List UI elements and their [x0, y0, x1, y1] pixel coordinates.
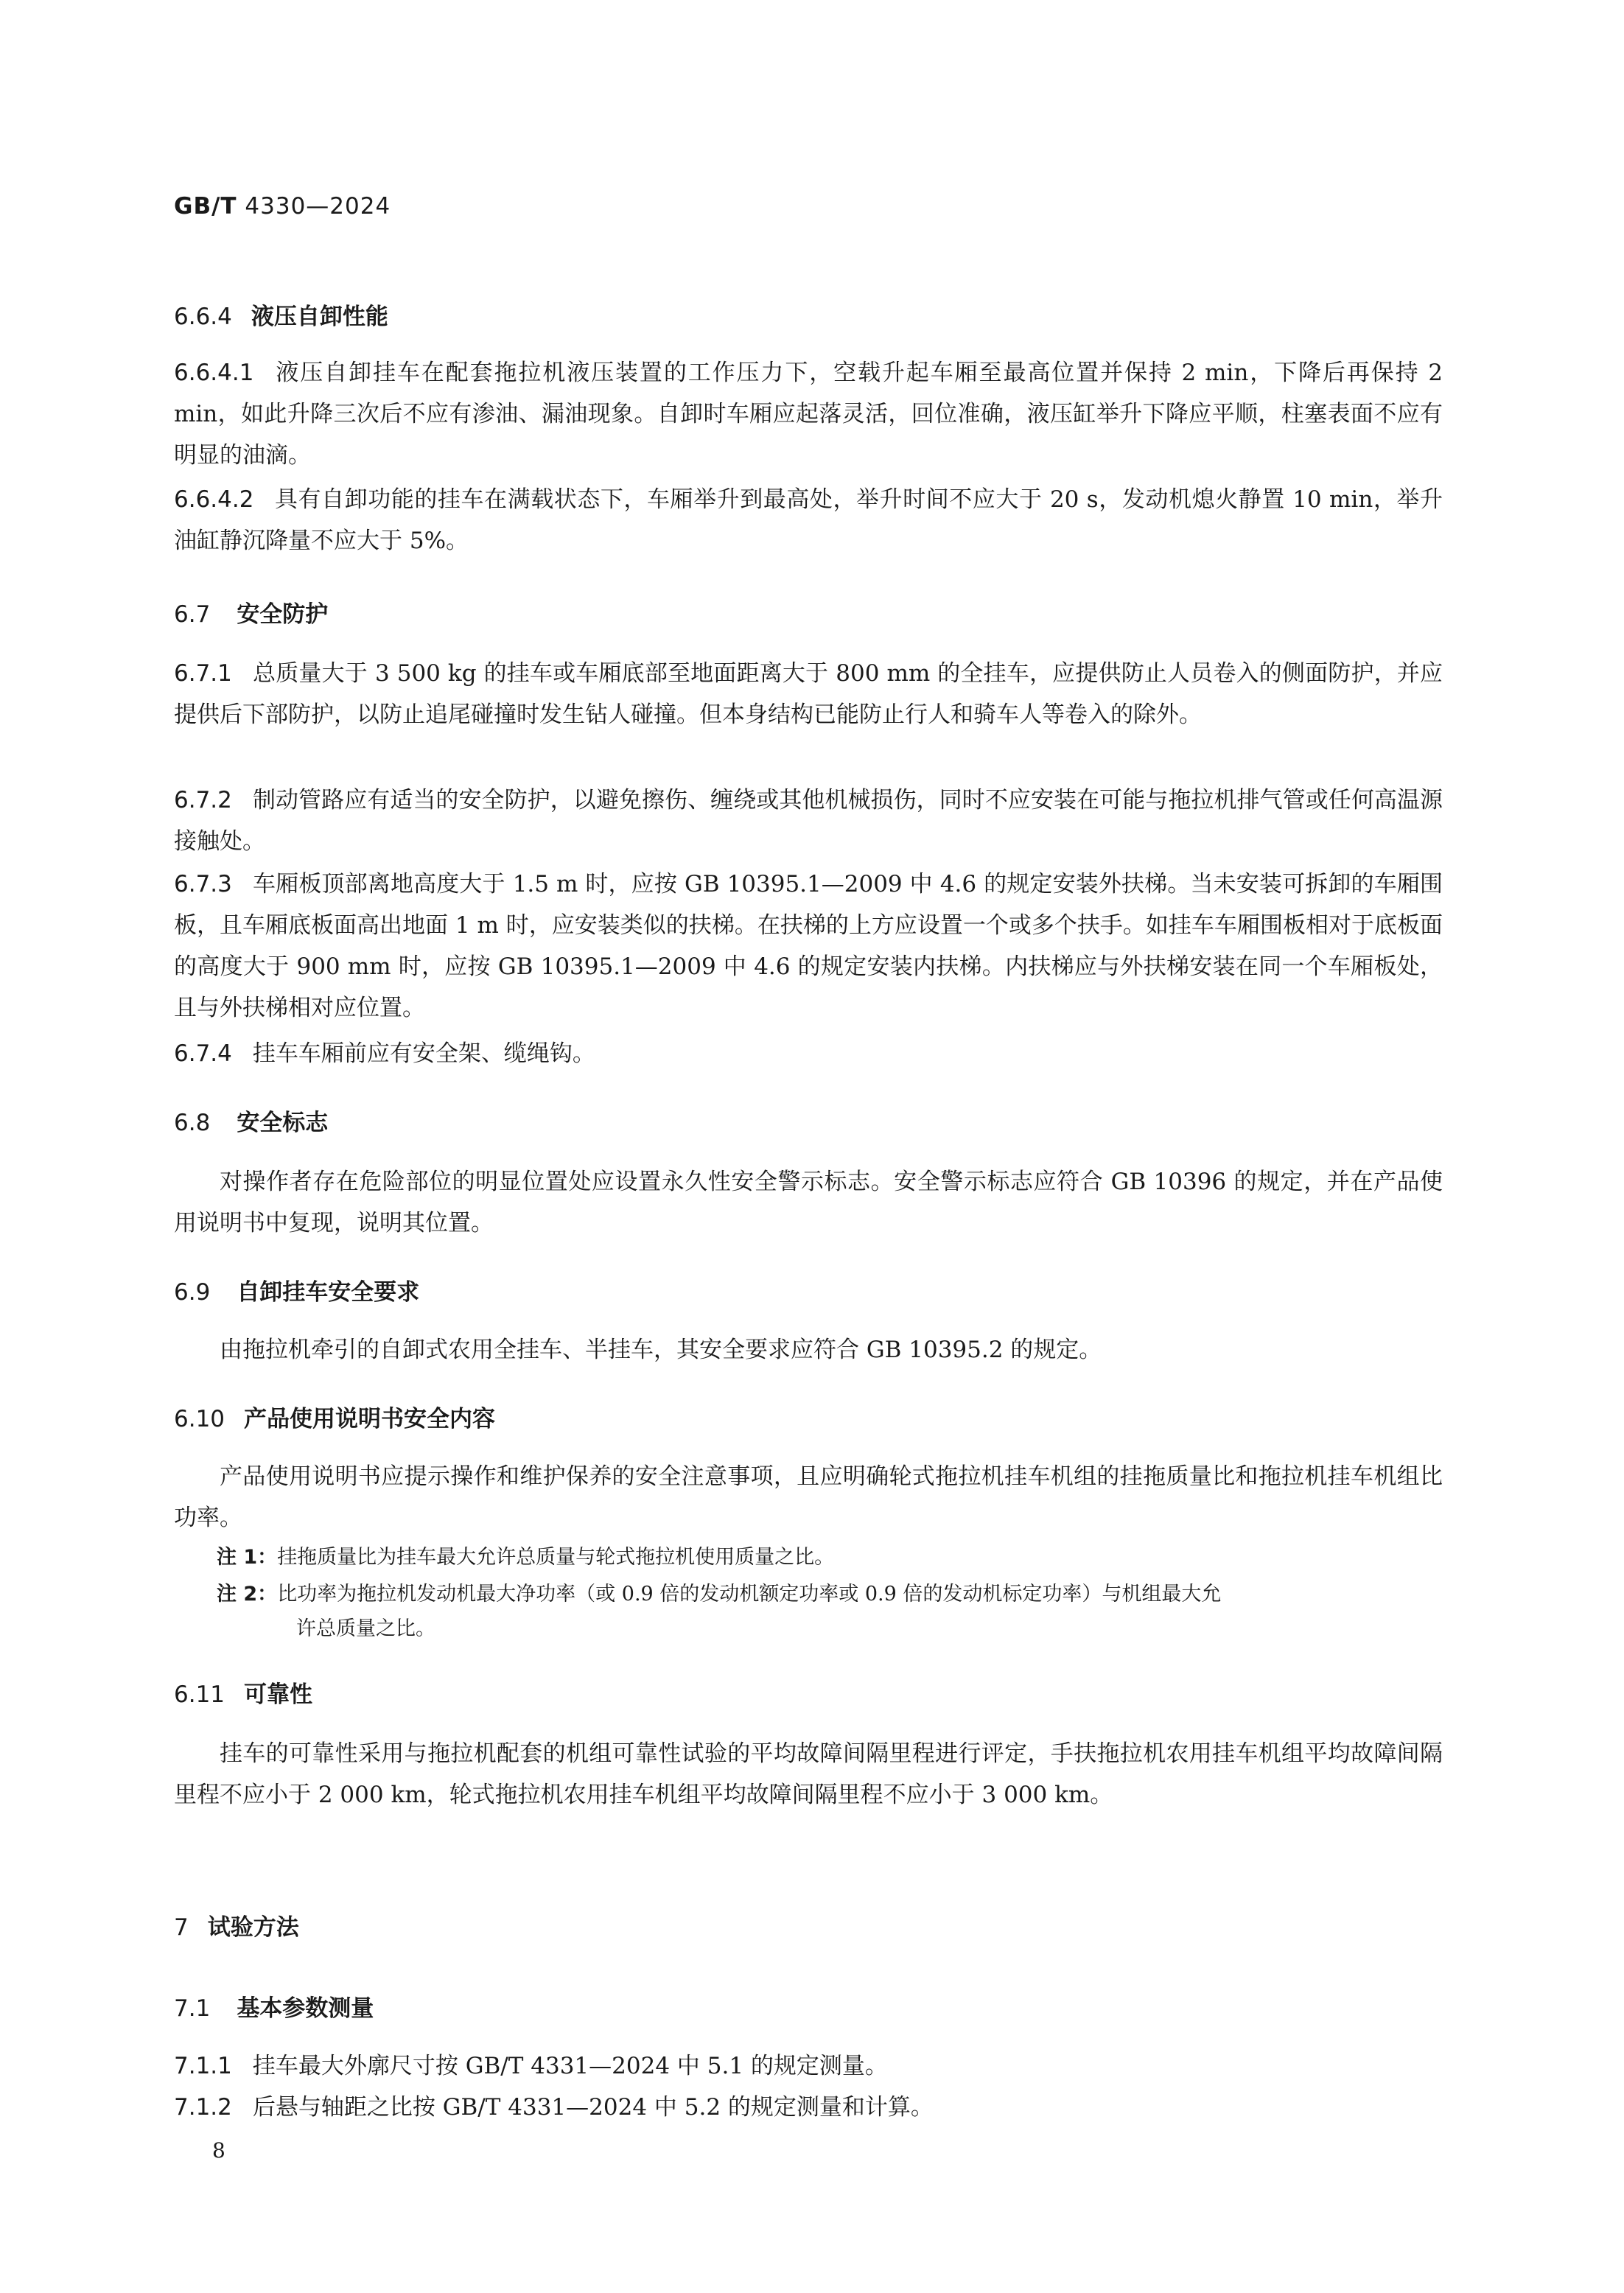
paragraph-6-8: 对操作者存在危险部位的明显位置处应设置永久性安全警示标志。安全警示标志应符合 GB 10396 的规定，并在产品使用说明书中复现，说明其位置。 — [174, 1169, 1443, 1236]
clause-7-1-2: 7.1.2 后悬与轴距之比按 GB/T 4331—2024 中 5.2 的规定测量和计算。 — [174, 2094, 934, 2121]
standard-prefix: GB/T — [174, 193, 237, 220]
paragraph-6-11: 挂车的可靠性采用与拖拉机配套的机组可靠性试验的平均故障间隔里程进行评定，手扶拖拉机农用挂车机组平均故障间隔里程不应小于 2 000 km，轮式拖拉机农用挂车机组平均故障间隔里程不应小于 3 000 km。 — [174, 1740, 1443, 1808]
note-2: 注 2：比功率为拖拉机发动机最大净功率（或 0.9 倍的发动机额定功率或 0.9 倍的发动机标定功率）与机组最大允 许总质量之比。 — [217, 1583, 1222, 1640]
clause-6-7-2: 6.7.2 制动管路应有适当的安全防护，以避免擦伤、缠绕或其他机械损伤，同时不应安装在可能与拖拉机排气管或任何高温源接触处。 — [174, 787, 1443, 855]
heading-6-6-4: 6.6.4 液压自卸性能 — [174, 304, 388, 330]
clause-6-7-3: 6.7.3 车厢板顶部离地高度大于 1.5 m 时，应按 GB 10395.1—2009 中 4.6 的规定安装外扶梯。当未安装可拆卸的车厢围板，且车厢底板面高出地面 1 m 时，应安装类似的扶梯。在扶梯的上方应设置一个或多个扶手。如挂车车厢围板相对于底板面的高度大于 900 mm 时，应按 GB 10395.1—2009 中 4.6 的规定安装内扶梯。内扶梯应与外扶梯安装在同一个车厢板处，且与外扶梯相对应位置。 — [174, 871, 1443, 1021]
heading-6-8: 6.8 安全标志 — [174, 1110, 329, 1136]
clause-6-7-4: 6.7.4 挂车车厢前应有安全架、缆绳钩。 — [174, 1040, 595, 1067]
heading-6-11: 6.11 可靠性 — [174, 1681, 313, 1708]
standard-number: 4330—2024 — [245, 193, 391, 220]
standard-code — [174, 193, 391, 220]
heading-6-10: 6.10 产品使用说明书安全内容 — [174, 1406, 496, 1432]
note-1: 注 1：挂拖质量比为挂车最大允许总质量与轮式拖拉机使用质量之比。 — [217, 1546, 835, 1569]
clause-6-6-4-1: 6.6.4.1 液压自卸挂车在配套拖拉机液压装置的工作压力下，空载升起车厢至最高位置并保持 2 min，下降后再保持 2 min，如此升降三次后不应有渗油、漏油现象。自卸时车厢应起落灵活，回位准确，液压缸举升下降应平顺，柱塞表面不应有明显的油滴。 — [174, 360, 1443, 469]
heading-7: 7 试验方法 — [174, 1914, 299, 1941]
clause-6-6-4-2: 6.6.4.2 具有自卸功能的挂车在满载状态下，车厢举升到最高处，举升时间不应大于 20 s，发动机熄火静置 10 min，举升油缸静沉降量不应大于 5%。 — [174, 486, 1443, 554]
heading-6-7: 6.7 安全防护 — [174, 601, 329, 628]
page-number: 8 — [212, 2138, 225, 2163]
paragraph-6-9: 由拖拉机牵引的自卸式农用全挂车、半挂车，其安全要求应符合 GB 10395.2 的规定。 — [220, 1337, 1102, 1363]
paragraph-6-10: 产品使用说明书应提示操作和维护保养的安全注意事项，且应明确轮式拖拉机挂车机组的挂拖质量比和拖拉机挂车机组比功率。 — [174, 1463, 1443, 1531]
heading-7-1: 7.1 基本参数测量 — [174, 1995, 374, 2022]
heading-6-9: 6.9 自卸挂车安全要求 — [174, 1279, 420, 1306]
clause-6-7-1: 6.7.1 总质量大于 3 500 kg 的挂车或车厢底部至地面距离大于 800 mm 的全挂车，应提供防止人员卷入的侧面防护，并应提供后下部防护，以防止追尾碰撞时发生钻人碰撞。但本身结构已能防止行人和骑车人等卷入的除外。 — [174, 660, 1443, 728]
clause-7-1-1: 7.1.1 挂车最大外廓尺寸按 GB/T 4331—2024 中 5.1 的规定测量。 — [174, 2053, 888, 2079]
